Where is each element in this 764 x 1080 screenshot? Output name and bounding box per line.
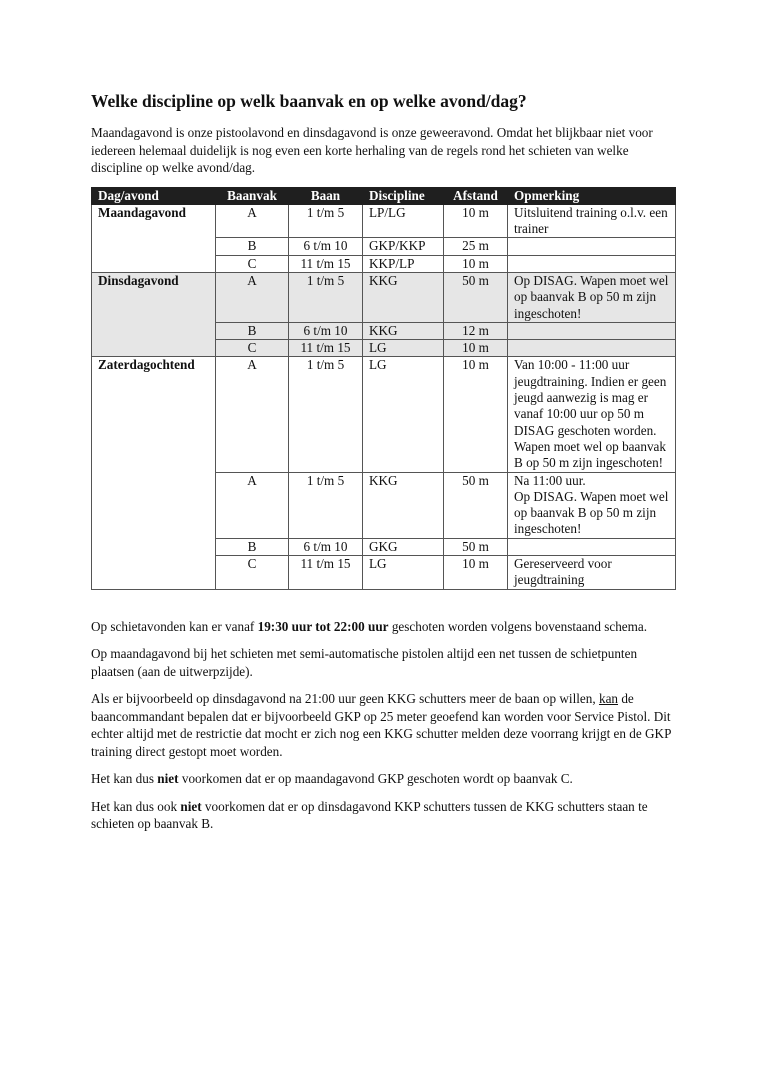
discipline-cell: GKG [363,538,444,555]
text-span: voorkomen dat er op dinsdagavond KKP schutters tussen de KKG schutters staan te schieten op baanvak B. [91,798,648,832]
intro-paragraph: Maandagavond is onze pistoolavond en dinsdagavond is onze geweeravond. Omdat het blijkbaar niet voor iedereen helemaal duidelijk is nog even een korte herhaling van de regels rond het schieten van welke discipline op welke avond/dag. [91,125,653,175]
opmerking-cell: Na 11:00 uur. Op DISAG. Wapen moet wel op baanvak B op 50 m zijn ingeschoten! [508,472,676,538]
baanvak-cell: B [216,238,289,255]
note-schedule-times [91,618,675,636]
afstand-cell: 10 m [444,255,508,272]
afstand-cell: 10 m [444,357,508,472]
text-span: Het kan dus [91,771,158,787]
opmerking-cell: Op DISAG. Wapen moet wel op baanvak B op 50 m zijn ingeschoten! [508,272,676,322]
baanvak-cell: C [216,255,289,272]
discipline-cell: LP/LG [363,204,444,238]
header-baanvak: Baanvak [216,187,289,204]
afstand-cell: 50 m [444,538,508,555]
bold-time-range: 19:30 uur tot 22:00 uur [257,618,389,634]
afstand-cell: 25 m [444,238,508,255]
table-header-row [92,187,676,204]
afstand-cell: 10 m [444,204,508,238]
opmerking-cell [508,538,676,555]
baanvak-cell: A [216,204,289,238]
note-monday-gkp [91,770,675,788]
baan-cell: 11 t/m 15 [289,340,363,357]
text-span: de baancommandant bepalen dat er bijvoorbeeld GKP op 25 meter geoefend kan worden voor Service Pistol. Dit echter altijd met de restrictie dat mocht er zich nog een KKG schutter melden deze voorrang krijgt en de GKP training direct gestopt moet worden. [91,691,671,759]
note-net-placement: Op maandagavond bij het schieten met semi-automatische pistolen altijd een net tussen de schietpunten plaatsen (aan de uitwerpzijde). [91,646,638,679]
header-afstand: Afstand [444,187,508,204]
discipline-cell: KKG [363,272,444,322]
bold-word: niet [180,798,202,814]
table-row [92,204,676,238]
baan-cell: 11 t/m 15 [289,556,363,590]
baanvak-cell: A [216,357,289,472]
discipline-cell: KKG [363,472,444,538]
table-row [92,357,676,472]
baan-cell: 1 t/m 5 [289,204,363,238]
table-body [92,204,676,589]
baanvak-cell: B [216,322,289,339]
discipline-cell: GKP/KKP [363,238,444,255]
note-gkp-exception [91,690,675,760]
discipline-cell: KKP/LP [363,255,444,272]
afstand-cell: 50 m [444,272,508,322]
baan-cell: 1 t/m 5 [289,472,363,538]
baan-cell: 11 t/m 15 [289,255,363,272]
baan-cell: 6 t/m 10 [289,322,363,339]
underlined-word: kan [598,691,619,707]
text-span: Als er bijvoorbeeld op dinsdagavond na 21:00 uur geen KKG schutters meer de baan op willen, [91,691,599,707]
opmerking-cell: Uitsluitend training o.l.v. een trainer [508,204,676,238]
discipline-cell: KKG [363,322,444,339]
day-cell: Dinsdagavond [92,272,216,356]
afstand-cell: 10 m [444,340,508,357]
text-span: voorkomen dat er op maandagavond GKP geschoten wordt op baanvak C. [178,771,573,787]
page-title: Welke discipline op welk baanvak en op welke avond/dag? [91,91,527,111]
day-cell: Zaterdagochtend [92,357,216,589]
bold-word: niet [157,771,179,787]
afstand-cell: 50 m [444,472,508,538]
text-span: Op schietavonden kan er vanaf [91,618,258,634]
opmerking-cell [508,255,676,272]
header-discipline: Discipline [363,187,444,204]
note-tuesday-kkp [91,798,675,833]
text-span: geschoten worden volgens bovenstaand schema. [388,618,648,634]
baan-cell: 6 t/m 10 [289,238,363,255]
discipline-cell: LG [363,556,444,590]
text-span: Het kan dus ook [91,798,181,814]
baan-cell: 1 t/m 5 [289,272,363,322]
opmerking-cell [508,238,676,255]
baanvak-cell: B [216,538,289,555]
opmerking-cell [508,340,676,357]
discipline-cell: LG [363,340,444,357]
baanvak-cell: A [216,472,289,538]
opmerking-cell: Gereserveerd voor jeugdtraining [508,556,676,590]
baan-cell: 1 t/m 5 [289,357,363,472]
table-row [92,272,676,322]
baan-cell: 6 t/m 10 [289,538,363,555]
document-page [91,90,675,843]
schedule-table [91,187,676,590]
notes-section [91,618,675,833]
baanvak-cell: A [216,272,289,322]
baanvak-cell: C [216,340,289,357]
discipline-cell: LG [363,357,444,472]
opmerking-cell: Van 10:00 - 11:00 uur jeugdtraining. Indien er geen jeugd aanwezig is mag er vanaf 10:00 uur op 50 m DISAG geschoten worden. Wapen moet wel op baanvak B op 50 m zijn ingeschoten! [508,357,676,472]
baanvak-cell: C [216,556,289,590]
header-opmerking: Opmerking [508,187,676,204]
afstand-cell: 10 m [444,556,508,590]
day-cell: Maandagavond [92,204,216,272]
opmerking-cell [508,322,676,339]
header-dag-avond: Dag/avond [92,187,216,204]
afstand-cell: 12 m [444,322,508,339]
header-baan: Baan [289,187,363,204]
